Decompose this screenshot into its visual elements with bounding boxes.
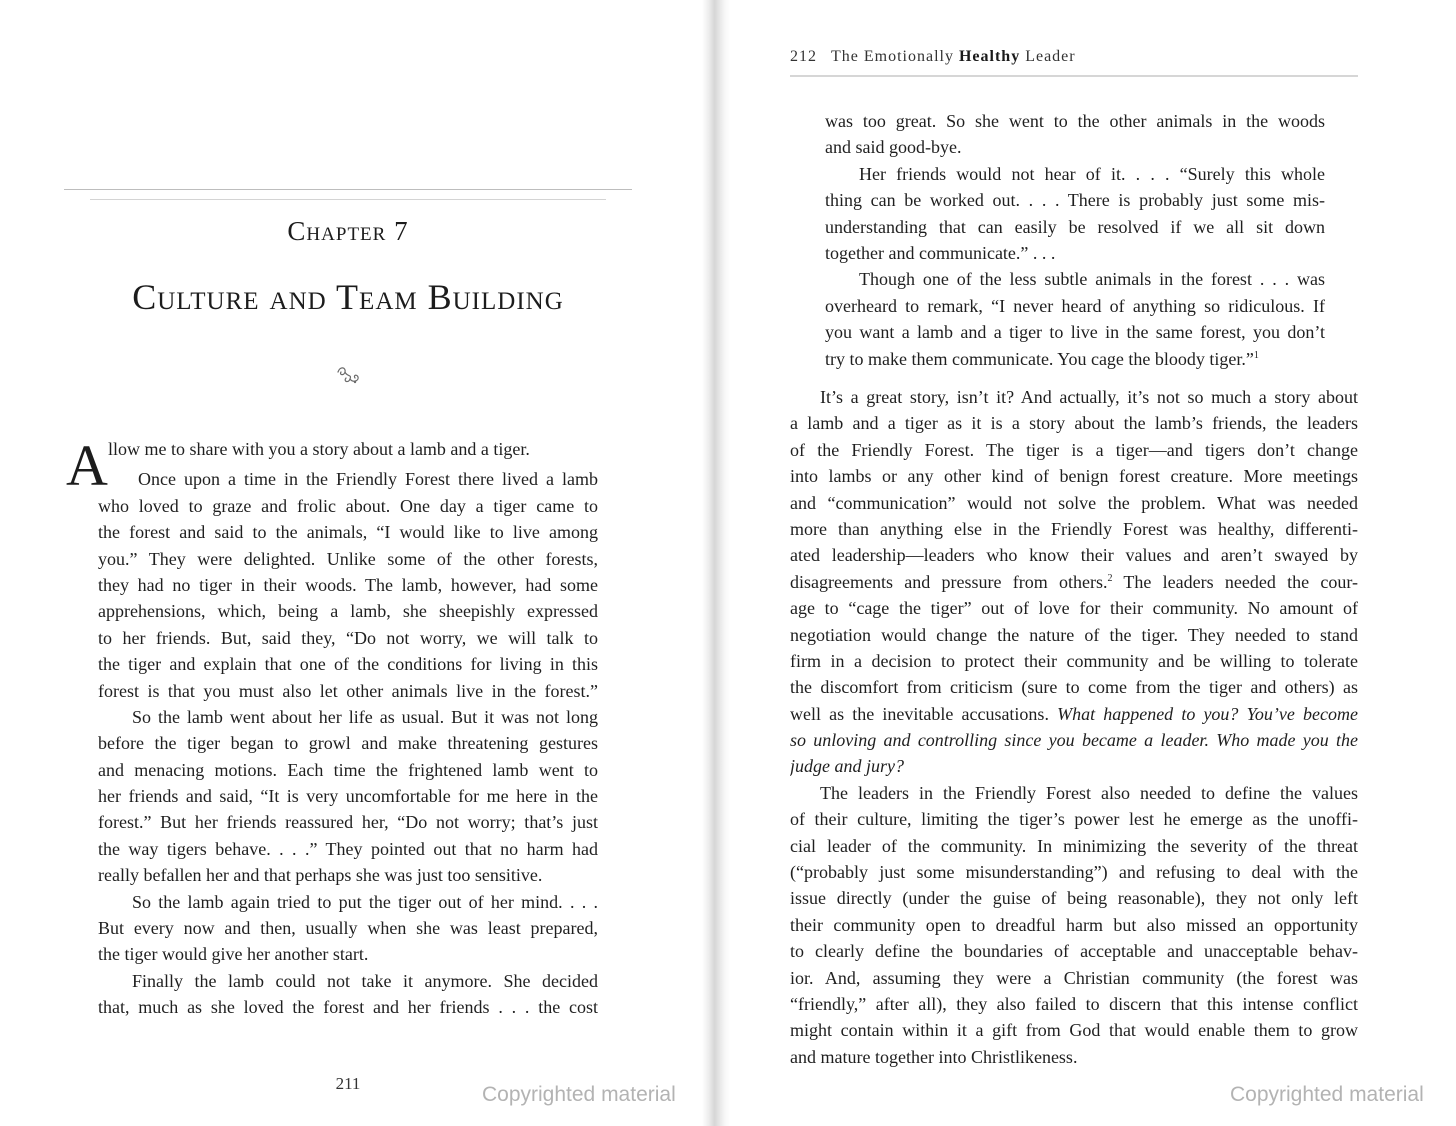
- running-head-rule: [790, 75, 1358, 77]
- drop-cap: A: [66, 433, 108, 498]
- running-head: [790, 48, 1076, 66]
- text-line: more than anything else in the Friendly Forest was healthy, differenti-: [790, 518, 1358, 539]
- text-line: they had no tiger in their woods. The lamb, however, had some: [98, 574, 598, 595]
- text-line: before the tiger began to growl and make threatening gestures: [98, 733, 598, 754]
- text-line: llow me to share with you a story about a lamb and a tiger.: [108, 439, 530, 459]
- text-line: you want a lamb and a tiger to live in the same forest, you don’t: [825, 322, 1325, 343]
- text-line: (“probably just some misunderstanding”) and refusing to deal with the: [790, 862, 1358, 883]
- text-line: might contain within it a gift from God that would enable them to grow: [790, 1020, 1358, 1041]
- text-line: “friendly,” after all), they also failed to discern that this intense conflict: [790, 993, 1358, 1014]
- text-line: really befallen her and that perhaps she was just too sensitive.: [98, 865, 543, 886]
- text-line: a lamb and a tiger as it is a story about the lamb’s friends, the leaders: [790, 413, 1358, 434]
- text-line: to clearly define the boundaries of acceptable and unacceptable behav-: [790, 941, 1358, 962]
- text-line: was too great. So she went to the other animals in the woods: [825, 111, 1325, 131]
- chapter-rule-top: [64, 189, 632, 190]
- text-line: It’s a great story, isn’t it? And actually, it’s not so much a story about: [820, 387, 1358, 407]
- text-line: their community open to dreadful harm but also missed an opportunity: [790, 914, 1358, 935]
- chapter-label: Chapter 7: [287, 216, 409, 246]
- text-line: thing can be worked out. . . . There is probably just some mis-: [825, 190, 1325, 211]
- text-line: issue directly (under the guise of being reasonable), they not only left: [790, 888, 1358, 909]
- text-line: But every now and then, usually when she was least prepared,: [98, 918, 598, 939]
- text-line: [790, 701, 1358, 727]
- text-line: Though one of the less subtle animals in the forest . . . was: [859, 269, 1325, 290]
- text-line: judge and jury?: [790, 756, 904, 777]
- text-line: understanding that can easily be resolved if we all sit down: [825, 216, 1325, 237]
- text-line: So the lamb again tried to put the tiger out of her mind. . . .: [132, 891, 598, 912]
- text-line: So the lamb went about her life as usual. But it was not long: [132, 706, 598, 727]
- book-gutter: [702, 0, 730, 1126]
- text-line: apprehensions, which, being a lamb, she sheepishly expressed: [98, 601, 598, 622]
- text-line: ior. And, assuming they were a Christian community (the forest was: [790, 967, 1358, 988]
- text-line: forest is that you must also let other animals live in the forest.”: [98, 680, 598, 701]
- text-line: negotiation would change the nature of the tiger. They needed to stand: [790, 624, 1358, 645]
- running-head-title-end: Leader: [1020, 48, 1076, 65]
- text-line: to her friends. But, said they, “Do not worry, we will talk to: [98, 627, 598, 648]
- text-line: her friends and said, “It is very uncomfortable for me here in the: [98, 786, 598, 807]
- body-text: [790, 384, 1358, 1070]
- text-line: you.” They were delighted. Unlike some of the other forests,: [98, 548, 598, 569]
- text-line: Once upon a time in the Friendly Forest there lived a lamb: [138, 469, 598, 490]
- text-line: forest.” But her friends reassured her, “Do not worry; that’s just: [98, 812, 598, 833]
- text-line: so unloving and controlling since you became a leader. Who made you the: [790, 730, 1358, 751]
- text-line: of the Friendly Forest. The tiger is a tiger—and tigers don’t change: [790, 439, 1358, 460]
- text-line: and mature together into Christlikeness.: [790, 1046, 1078, 1067]
- left-page: [0, 0, 708, 1126]
- fleuron-ornament-icon: [334, 364, 362, 388]
- text-line: and menacing motions. Each time the frightened lamb went to: [98, 759, 598, 780]
- text-line-segment: well as the inevitable accusations.: [790, 703, 1058, 724]
- footnote-ref[interactable]: 1: [1253, 349, 1259, 361]
- footnote-ref[interactable]: 2: [1107, 572, 1113, 584]
- italic-text: What happened to you? You’ve become: [1057, 703, 1358, 724]
- text-line: the forest and said to the animals, “I would like to live among: [98, 522, 598, 543]
- text-line: cial leader of the community. In minimizing the severity of the threat: [790, 835, 1358, 856]
- right-page: [730, 0, 1456, 1126]
- text-line: the tiger and explain that one of the conditions for living in this: [98, 654, 598, 675]
- text-line: the discomfort from criticism (sure to come from the tiger and others) as: [790, 677, 1358, 698]
- copyright-watermark: Copyrighted material: [482, 1083, 676, 1106]
- text-line: that, much as she loved the forest and her friends . . . the cost: [98, 997, 598, 1018]
- text-line: the way tigers behave. . . .” They pointed out that no harm had: [98, 838, 598, 859]
- text-line: firm in a decision to protect their community and be willing to tolerate: [790, 650, 1358, 671]
- text-line: age to “cage the tiger” out of love for their community. No amount of: [790, 598, 1358, 619]
- text-line: Her friends would not hear of it. . . . “Surely this whole: [859, 163, 1325, 184]
- text-line-segment: disagreements and pressure from others.: [790, 571, 1108, 592]
- chapter-body-text: [98, 436, 598, 1021]
- text-line: Finally the lamb could not take it anymore. She decided: [132, 970, 598, 991]
- text-line: [825, 346, 1325, 372]
- text-line: and “communication” would not solve the problem. What was needed: [790, 492, 1358, 513]
- text-line: overheard to remark, “I never heard of anything so ridiculous. If: [825, 295, 1325, 316]
- block-quote: [825, 108, 1325, 372]
- text-line-segment: The leaders needed the cour-: [1112, 571, 1358, 592]
- text-line: together and communicate.” . . .: [825, 242, 1056, 263]
- copyright-watermark: Copyrighted material: [1230, 1083, 1424, 1106]
- chapter-title: Culture and Team Building: [132, 277, 564, 317]
- text-line: and said good-bye.: [825, 137, 962, 158]
- text-line: the tiger would give her another start.: [98, 944, 369, 965]
- text-line: [790, 569, 1358, 595]
- text-line: of their culture, limiting the tiger’s power lest he emerge as the unoffi-: [790, 809, 1358, 830]
- text-line: ated leadership—leaders who know their values and aren’t swayed by: [790, 545, 1358, 566]
- text-line: into lambs or any other kind of benign forest creature. More meetings: [790, 466, 1358, 487]
- page-number: 211: [335, 1074, 361, 1093]
- page-number: 212: [790, 48, 817, 65]
- running-head-title-start: The Emotionally: [831, 48, 959, 65]
- text-line: who loved to graze and frolic about. One day a tiger came to: [98, 495, 598, 516]
- text-line-segment: try to make them communicate. You cage the bloody tiger.”: [825, 348, 1254, 369]
- running-head-title-bold: Healthy: [958, 48, 1021, 65]
- text-line: The leaders in the Friendly Forest also needed to define the values: [820, 782, 1358, 803]
- chapter-rule-bottom: [90, 199, 606, 200]
